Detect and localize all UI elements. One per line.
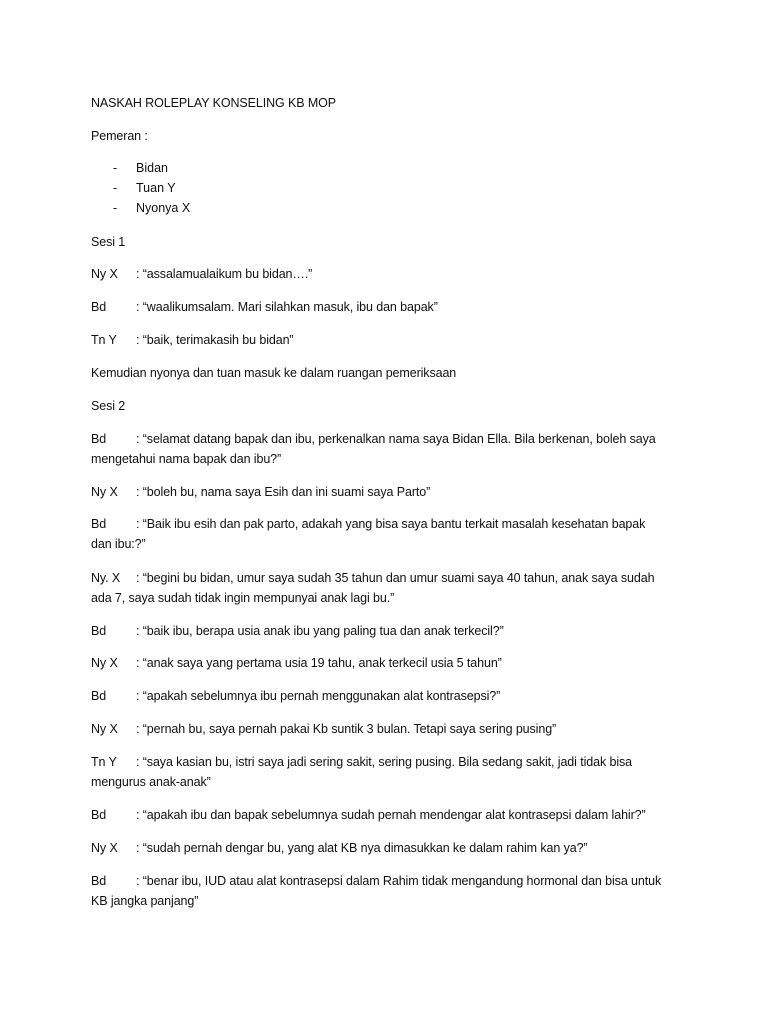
dialogue-line — [91, 838, 691, 858]
dialogue-text: : “benar ibu, IUD atau alat kontrasepsi dalam Rahim tidak mengandung hormonal dan bisa untuk — [136, 874, 662, 888]
dialogue-line — [91, 568, 691, 608]
list-bullet: - — [113, 161, 118, 175]
dialogue-text: : “apakah sebelumnya ibu pernah menggunakan alat kontrasepsi?” — [136, 689, 501, 703]
cast-item: Bidan — [136, 161, 168, 175]
dialogue-text: : “pernah bu, saya pernah pakai Kb suntik 3 bulan. Tetapi saya sering pusing” — [136, 722, 557, 736]
dialogue-continuation: ada 7, saya sudah tidak ingin mempunyai anak lagi bu.” — [91, 591, 395, 605]
speaker-label: Ny X — [91, 722, 118, 736]
speaker-label: Ny X — [91, 841, 118, 855]
dialogue-text: : “baik, terimakasih bu bidan” — [136, 333, 294, 347]
dialogue-line — [91, 514, 691, 554]
dialogue-text: : “sudah pernah dengar bu, yang alat KB nya dimasukkan ke dalam rahim kan ya?” — [136, 841, 588, 855]
speaker-label: Ny X — [91, 485, 118, 499]
speaker-label: Bd — [91, 432, 107, 446]
dialogue-line — [91, 482, 691, 502]
list-bullet: - — [113, 181, 118, 195]
dialogue-line — [91, 686, 691, 706]
dialogue-line — [91, 330, 691, 350]
session-heading: Sesi 2 — [91, 399, 126, 413]
dialogue-line — [91, 871, 691, 911]
speaker-label: Bd — [91, 689, 107, 703]
dialogue-line — [91, 752, 691, 792]
dialogue-line — [91, 429, 691, 469]
speaker-label: Ny X — [91, 267, 118, 281]
dialogue-continuation: dan ibu:?” — [91, 537, 146, 551]
dialogue-text: : “Baik ibu esih dan pak parto, adakah yang bisa saya bantu terkait masalah kesehatan bapak — [136, 517, 646, 531]
list-bullet: - — [113, 201, 118, 215]
speaker-label: Tn Y — [91, 333, 117, 347]
dialogue-text: : “anak saya yang pertama usia 19 tahu, anak terkecil usia 5 tahun” — [136, 656, 502, 670]
cast-item: Nyonya X — [136, 201, 191, 215]
dialogue-text: : “saya kasian bu, istri saya jadi sering sakit, sering pusing. Bila sedang sakit, jadi tidak bisa — [136, 755, 633, 769]
dialogue-continuation: KB jangka panjang” — [91, 894, 199, 908]
speaker-label: Bd — [91, 624, 107, 638]
speaker-label: Bd — [91, 874, 107, 888]
dialogue-text: : “begini bu bidan, umur saya sudah 35 tahun dan umur suami saya 40 tahun, anak saya sudah — [136, 571, 655, 585]
dialogue-text: : “baik ibu, berapa usia anak ibu yang paling tua dan anak terkecil?” — [136, 624, 504, 638]
dialogue-text: : “selamat datang bapak dan ibu, perkenalkan nama saya Bidan Ella. Bila berkenan, boleh saya — [136, 432, 656, 446]
dialogue-line — [91, 805, 691, 825]
dialogue-line — [91, 297, 691, 317]
speaker-label: Bd — [91, 808, 107, 822]
speaker-label: Bd — [91, 300, 107, 314]
dialogue-line — [91, 264, 691, 284]
cast-item: Tuan Y — [136, 181, 176, 195]
dialogue-line — [91, 719, 691, 739]
speaker-label: Tn Y — [91, 755, 117, 769]
dialogue-line — [91, 621, 691, 641]
dialogue-text: : “apakah ibu dan bapak sebelumnya sudah pernah mendengar alat kontrasepsi dalam lahir?” — [136, 808, 646, 822]
dialogue-text: : “waalikumsalam. Mari silahkan masuk, ibu dan bapak” — [136, 300, 438, 314]
dialogue-line — [91, 653, 691, 673]
dialogue-text: : “assalamualaikum bu bidan….” — [136, 267, 313, 281]
dialogue-continuation: mengurus anak-anak” — [91, 775, 211, 789]
speaker-label: Ny. X — [91, 571, 121, 585]
narration: Kemudian nyonya dan tuan masuk ke dalam ruangan pemeriksaan — [91, 366, 457, 380]
document-title: NASKAH ROLEPLAY KONSELING KB MOP — [91, 96, 337, 110]
cast-heading: Pemeran : — [91, 129, 148, 143]
speaker-label: Ny X — [91, 656, 118, 670]
dialogue-text: : “boleh bu, nama saya Esih dan ini suami saya Parto” — [136, 485, 431, 499]
dialogue-continuation: mengetahui nama bapak dan ibu?” — [91, 452, 282, 466]
speaker-label: Bd — [91, 517, 107, 531]
session-heading: Sesi 1 — [91, 235, 126, 249]
